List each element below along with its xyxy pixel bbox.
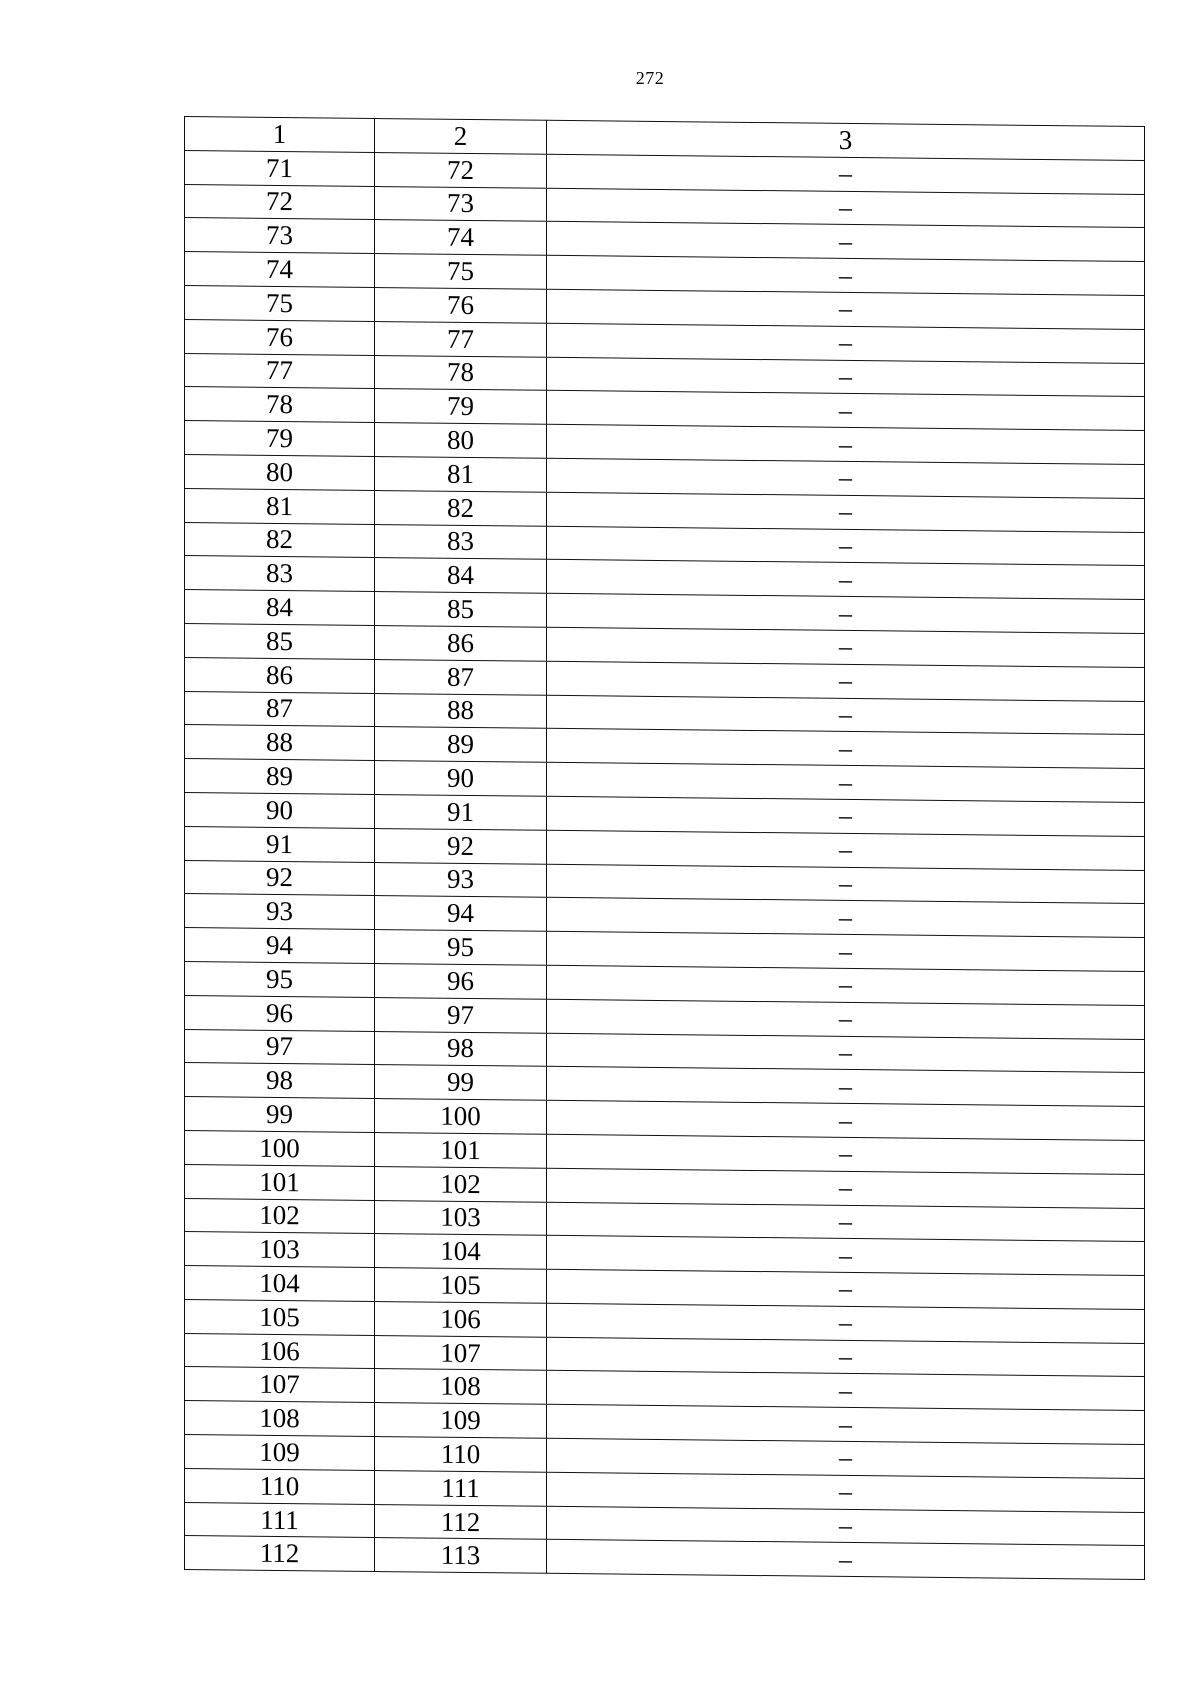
table-cell-col-2: 82 [375,490,547,526]
table-cell-col-3: – [547,695,1145,735]
table-cell-col-2: 86 [375,625,547,661]
table-cell-col-2: 103 [375,1200,547,1236]
table-cell-col-3: – [547,1202,1145,1242]
table-cell-col-1: 93 [185,894,375,930]
header-cell-3: 3 [547,120,1145,160]
table-cell-col-3: – [547,931,1145,971]
table-cell-col-1: 74 [185,252,375,288]
table-cell-col-2: 77 [375,321,547,357]
table-cell-col-2: 110 [375,1437,547,1473]
table-cell-col-2: 78 [375,355,547,391]
data-table [184,116,1145,1580]
table-cell-col-2: 113 [375,1538,547,1574]
table-cell-col-3: – [547,154,1145,194]
table-cell-col-3: – [547,999,1145,1039]
table-cell-col-1: 102 [185,1198,375,1234]
table-cell-col-2: 76 [375,287,547,323]
table-cell-col-3: – [547,1134,1145,1174]
table-cell-col-3: – [547,1236,1145,1276]
table-cell-col-2: 109 [375,1403,547,1439]
table-cell-col-3: – [547,1405,1145,1445]
table-cell-col-3: – [547,593,1145,633]
table-cell-col-1: 91 [185,826,375,862]
table-cell-col-1: 79 [185,421,375,457]
table-cell-col-1: 86 [185,657,375,693]
table-cell-col-3: – [547,627,1145,667]
table-cell-col-3: – [547,458,1145,498]
table-cell-col-3: – [547,898,1145,938]
table-cell-col-1: 71 [185,150,375,186]
table-cell-col-2: 84 [375,558,547,594]
table-cell-col-1: 109 [185,1435,375,1471]
table-cell-col-1: 100 [185,1130,375,1166]
table-cell-col-1: 77 [185,353,375,389]
table-cell-col-1: 106 [185,1333,375,1369]
table-cell-col-3: – [547,560,1145,600]
table-cell-col-1: 96 [185,995,375,1031]
table-cell-col-1: 92 [185,860,375,896]
table-cell-col-2: 95 [375,930,547,966]
table-cell-col-2: 98 [375,1031,547,1067]
table-cell-col-1: 90 [185,792,375,828]
table-cell-col-1: 81 [185,488,375,524]
table-cell-col-3: – [547,1168,1145,1208]
table-cell-col-3: – [547,661,1145,701]
table-cell-col-1: 99 [185,1097,375,1133]
table-cell-col-2: 106 [375,1301,547,1337]
table-cell-col-3: – [547,424,1145,464]
table-cell-col-2: 88 [375,693,547,729]
table-cell-col-3: – [547,526,1145,566]
table-cell-col-2: 97 [375,997,547,1033]
data-table-container [184,116,1144,1574]
table-cell-col-3: – [547,1337,1145,1377]
table-cell-col-1: 105 [185,1299,375,1335]
table-cell-col-3: – [547,1506,1145,1546]
table-cell-col-1: 75 [185,285,375,321]
table-cell-col-2: 72 [375,152,547,188]
table-cell-col-1: 111 [185,1502,375,1538]
table-cell-col-3: – [547,864,1145,904]
table-cell-col-3: – [547,492,1145,532]
table-cell-col-3: – [547,1472,1145,1512]
table-cell-col-2: 93 [375,862,547,898]
table-cell-col-1: 82 [185,522,375,558]
table-cell-col-1: 73 [185,218,375,254]
table-cell-col-2: 104 [375,1234,547,1270]
table-cell-col-2: 85 [375,592,547,628]
header-cell-2: 2 [375,118,547,154]
table-cell-col-1: 78 [185,387,375,423]
table-cell-col-2: 79 [375,389,547,425]
table-cell-col-2: 105 [375,1268,547,1304]
table-cell-col-3: – [547,323,1145,363]
table-cell-col-2: 89 [375,727,547,763]
table-cell-col-2: 111 [375,1470,547,1506]
table-cell-col-3: – [547,357,1145,397]
table-cell-col-2: 102 [375,1166,547,1202]
table-cell-col-2: 112 [375,1504,547,1540]
table-cell-col-3: – [547,1438,1145,1478]
table-cell-col-1: 72 [185,184,375,220]
table-cell-col-1: 87 [185,691,375,727]
table-cell-col-1: 103 [185,1232,375,1268]
table-cell-col-2: 90 [375,761,547,797]
table-cell-col-3: – [547,830,1145,870]
table-cell-col-1: 84 [185,590,375,626]
page-number: 272 [635,68,665,88]
table-cell-col-2: 91 [375,794,547,830]
table-cell-col-1: 108 [185,1401,375,1437]
table-cell-col-3: – [547,255,1145,295]
table-cell-col-2: 100 [375,1099,547,1135]
table-cell-col-2: 80 [375,423,547,459]
table-cell-col-1: 95 [185,961,375,997]
table-cell-col-2: 87 [375,659,547,695]
table-cell-col-3: – [547,729,1145,769]
table-cell-col-3: – [547,1540,1145,1580]
table-cell-col-1: 76 [185,319,375,355]
table-cell-col-1: 89 [185,759,375,795]
table-cell-col-2: 73 [375,186,547,222]
table-cell-col-3: – [547,762,1145,802]
table-cell-col-1: 110 [185,1468,375,1504]
table-cell-col-1: 88 [185,725,375,761]
table-cell-col-1: 85 [185,623,375,659]
table-cell-col-3: – [547,965,1145,1005]
table-cell-col-1: 83 [185,556,375,592]
header-cell-1: 1 [185,117,375,153]
table-cell-col-2: 107 [375,1335,547,1371]
table-cell-col-3: – [547,188,1145,228]
table-cell-col-1: 107 [185,1367,375,1403]
table-cell-col-2: 101 [375,1132,547,1168]
table-cell-col-2: 75 [375,254,547,290]
table-cell-col-1: 94 [185,928,375,964]
table-cell-col-1: 97 [185,1029,375,1065]
table-cell-col-2: 99 [375,1065,547,1101]
table-cell-col-1: 104 [185,1266,375,1302]
table-cell-col-2: 96 [375,963,547,999]
table-cell-col-3: – [547,1269,1145,1309]
table-cell-col-3: – [547,1303,1145,1343]
table-cell-col-3: – [547,1100,1145,1140]
table-cell-col-2: 81 [375,456,547,492]
table-cell-col-2: 74 [375,220,547,256]
table-cell-col-1: 80 [185,454,375,490]
table-cell-col-1: 98 [185,1063,375,1099]
table-cell-col-3: – [547,1067,1145,1107]
table-cell-col-3: – [547,1371,1145,1411]
table-cell-col-2: 83 [375,524,547,560]
table-cell-col-3: – [547,1033,1145,1073]
table-cell-col-1: 101 [185,1164,375,1200]
table-cell-col-2: 94 [375,896,547,932]
table-cell-col-2: 108 [375,1369,547,1405]
table-cell-col-2: 92 [375,828,547,864]
table-cell-col-3: – [547,391,1145,431]
table-cell-col-1: 112 [185,1536,375,1572]
table-cell-col-3: – [547,796,1145,836]
table-cell-col-3: – [547,222,1145,262]
table-cell-col-3: – [547,289,1145,329]
